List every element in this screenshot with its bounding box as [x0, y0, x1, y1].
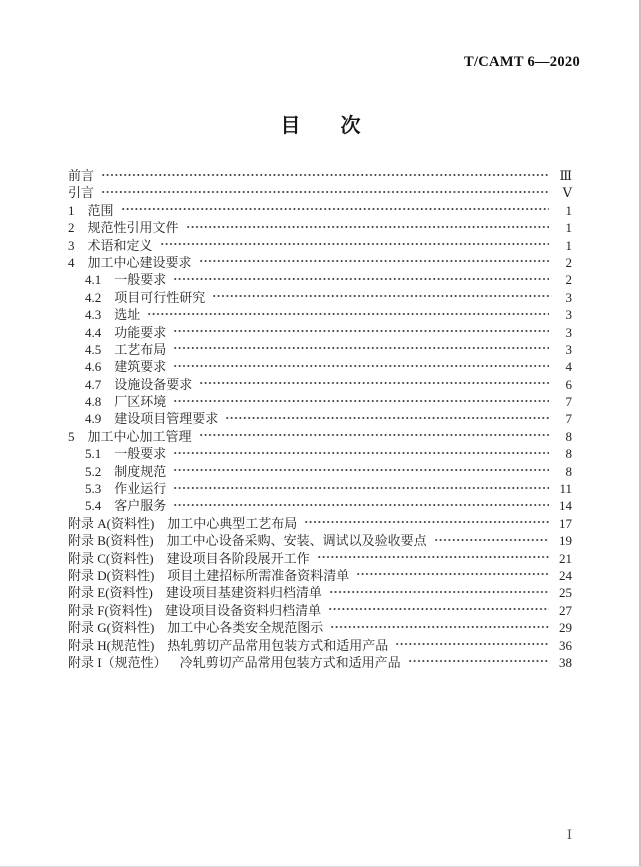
dot-leader	[395, 637, 549, 654]
toc-entry	[68, 167, 572, 184]
toc-entry-number: 4.5	[85, 341, 102, 357]
toc-entry-page: 3	[565, 324, 572, 340]
toc-entry-number: 附录 G(资料性)	[68, 620, 155, 636]
toc-entry-page: 8	[565, 428, 572, 444]
toc-entry-number: 5.1	[85, 446, 102, 462]
toc-entry	[68, 271, 572, 288]
toc-entry	[68, 410, 572, 427]
dot-leader	[173, 393, 549, 410]
toc-entry-number: 附录 F(资料性)	[68, 602, 153, 618]
toc-entry	[68, 637, 572, 654]
toc-entry-page: 27	[559, 602, 572, 618]
toc-entry	[68, 532, 572, 549]
toc-entry-number: 3	[68, 237, 75, 253]
toc-entry-page: 2	[565, 254, 572, 270]
dot-leader	[147, 306, 549, 323]
toc-entry-page: 29	[559, 620, 572, 636]
toc-entry	[68, 393, 572, 410]
toc-entry-page: 38	[559, 654, 572, 670]
dot-leader	[173, 497, 549, 514]
toc-entry-number: 4	[68, 254, 75, 270]
toc-entry-number: 附录 B(资料性)	[68, 533, 154, 549]
toc-entry-page: 8	[565, 463, 572, 479]
toc-entry-title: 加工中心典型工艺布局	[167, 515, 298, 531]
toc-entry-title: 选址	[114, 307, 141, 323]
dot-leader	[121, 202, 549, 219]
dot-leader	[225, 410, 549, 427]
page-title: 目 次	[280, 115, 361, 137]
dot-leader	[101, 167, 549, 184]
toc-entry-number: 附录 I（规范性）	[68, 654, 167, 670]
toc-entry-title: 前言	[68, 168, 95, 183]
toc-entry-number: 4.8	[85, 394, 102, 410]
dot-leader	[212, 289, 549, 306]
toc-entry-page: 14	[559, 498, 572, 514]
toc-entry	[68, 480, 572, 497]
toc-entry-title: 规范性引用文件	[87, 220, 179, 236]
toc-entry-page: 3	[565, 307, 572, 323]
toc-entry-page: 19	[559, 533, 572, 549]
dot-leader	[199, 376, 549, 393]
toc-entry-page: 3	[565, 289, 572, 305]
toc-entry-number: 附录 H(规范性)	[68, 637, 155, 653]
toc-entry-title: 功能要求	[114, 324, 167, 340]
toc-entry-title: 一般要求	[114, 272, 167, 288]
toc-entry-title: 术语和定义	[87, 237, 153, 253]
toc-entry	[68, 445, 572, 462]
toc-entry	[68, 306, 572, 323]
toc-entry-number: 1	[68, 202, 75, 218]
toc-entry-page: 17	[559, 515, 572, 531]
toc-entry-title: 冷轧剪切产品常用包装方式和适用产品	[179, 654, 401, 670]
toc-entry	[68, 184, 572, 201]
toc-entry	[68, 341, 572, 358]
toc-entry-title: 项目可行性研究	[114, 289, 206, 305]
toc-entry-number: 2	[68, 220, 75, 236]
toc-entry-page: 25	[559, 585, 572, 601]
toc-entry-page: 36	[559, 637, 572, 653]
folio-page-number: Ⅰ	[566, 827, 572, 842]
toc-entry	[68, 654, 572, 671]
toc-entry	[68, 567, 572, 584]
toc-entry-title: 加工中心建设要求	[87, 254, 192, 270]
dot-leader	[328, 602, 549, 619]
dot-leader	[173, 271, 549, 288]
toc-entry-page: 11	[559, 481, 572, 497]
toc-entry-title: 范围	[87, 202, 114, 218]
toc-entry-page: 8	[565, 446, 572, 462]
toc-entry	[68, 237, 572, 254]
toc-entry-number: 4.9	[85, 411, 102, 427]
toc-entry-page: 24	[559, 567, 572, 583]
toc-entry-number: 4.7	[85, 376, 102, 392]
toc-entry-number: 4.4	[85, 324, 102, 340]
toc-entry-title: 作业运行	[114, 481, 167, 497]
toc-entry-number: 附录 E(资料性)	[68, 585, 153, 601]
toc-entry-number: 附录 A(资料性)	[68, 515, 155, 531]
toc-list	[68, 167, 572, 671]
toc-entry-page: Ⅴ	[562, 185, 572, 201]
toc-entry-number: 5.3	[85, 481, 102, 497]
dot-leader	[186, 219, 549, 236]
toc-entry-number: 4.6	[85, 359, 102, 375]
toc-entry	[68, 428, 572, 445]
toc-entry-title: 一般要求	[114, 446, 167, 462]
toc-entry-page: 1	[565, 220, 572, 236]
toc-entry	[68, 584, 572, 601]
dot-leader	[173, 480, 549, 497]
toc-entry-title: 设施设备要求	[114, 376, 193, 392]
toc-entry-page: 2	[565, 272, 572, 288]
toc-entry	[68, 602, 572, 619]
dot-leader	[408, 654, 549, 671]
toc-entry-page: 1	[565, 202, 572, 218]
toc-entry	[68, 619, 572, 636]
toc-entry-title: 项目土建招标所需准备资料清单	[167, 567, 350, 583]
toc-entry-title: 加工中心设备采购、安装、调试以及验收要点	[166, 533, 427, 549]
toc-entry-page: 7	[565, 411, 572, 427]
toc-entry-title: 加工中心加工管理	[87, 428, 192, 444]
dot-leader	[101, 184, 549, 201]
toc-entry-number: 4.2	[85, 289, 102, 305]
dot-leader	[199, 428, 549, 445]
toc-entry	[68, 219, 572, 236]
toc-entry-title: 建设项目基建资料归档清单	[165, 585, 322, 601]
dot-leader	[173, 445, 549, 462]
toc-entry-title: 加工中心各类安全规范图示	[167, 620, 324, 636]
toc-entry	[68, 515, 572, 532]
document-code: T/CAMT 6—2020	[463, 54, 580, 70]
toc-entry-number: 5.4	[85, 498, 102, 514]
dot-leader	[160, 237, 549, 254]
dot-leader	[356, 567, 549, 584]
toc-entry	[68, 463, 572, 480]
dot-leader	[434, 532, 549, 549]
toc-entry-page: 7	[565, 394, 572, 410]
dot-leader	[173, 341, 549, 358]
toc-entry-title: 建筑要求	[114, 359, 167, 375]
dot-leader	[329, 584, 549, 601]
dot-leader	[304, 515, 549, 532]
dot-leader	[173, 463, 549, 480]
toc-entry	[68, 202, 572, 219]
toc-entry-number: 附录 C(资料性)	[68, 550, 154, 566]
toc-entry-number: 4.1	[85, 272, 102, 288]
toc-entry-number: 附录 D(资料性)	[68, 567, 155, 583]
toc-entry-title: 建设项目各阶段展开工作	[166, 550, 310, 566]
dot-leader	[199, 254, 549, 271]
toc-entry	[68, 497, 572, 514]
toc-entry-title: 热轧剪切产品常用包装方式和适用产品	[167, 637, 389, 653]
toc-entry-page: 6	[565, 376, 572, 392]
dot-leader	[330, 619, 549, 636]
toc-entry-number: 4.3	[85, 307, 102, 323]
toc-entry-title: 建设项目设备资料归档清单	[165, 602, 322, 618]
toc-entry-title: 引言	[68, 185, 95, 201]
toc-entry-page: 4	[565, 359, 572, 375]
toc-entry-title: 厂区环境	[114, 394, 167, 410]
toc-entry-number: 5	[68, 428, 75, 444]
toc-entry	[68, 376, 572, 393]
toc-entry-page: Ⅲ	[559, 168, 572, 183]
toc-entry-page: 3	[565, 341, 572, 357]
toc-entry-title: 工艺布局	[114, 341, 167, 357]
dot-leader	[173, 358, 549, 375]
toc-entry	[68, 358, 572, 375]
toc-entry	[68, 324, 572, 341]
toc-entry	[68, 289, 572, 306]
toc-entry-number: 5.2	[85, 463, 102, 479]
toc-entry-page: 1	[565, 237, 572, 253]
dot-leader	[317, 550, 549, 567]
toc-entry	[68, 550, 572, 567]
toc-entry-page: 21	[559, 550, 572, 566]
toc-entry-title: 建设项目管理要求	[114, 411, 219, 427]
toc-entry-title: 制度规范	[114, 463, 167, 479]
toc-entry-title: 客户服务	[114, 498, 167, 514]
toc-entry	[68, 254, 572, 271]
dot-leader	[173, 324, 549, 341]
